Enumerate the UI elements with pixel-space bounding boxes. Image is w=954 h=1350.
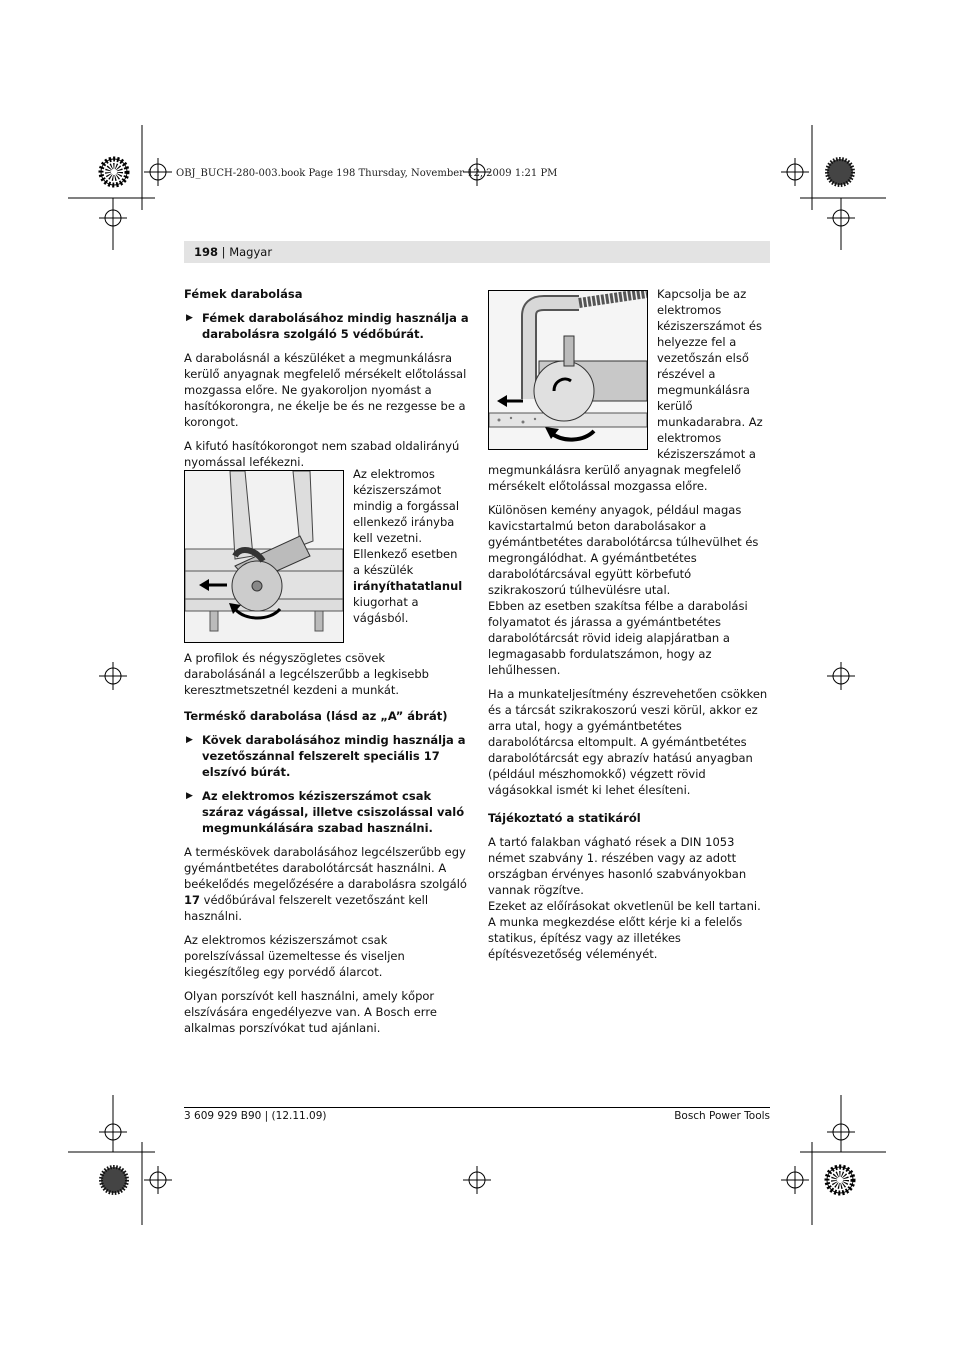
caption-line: vezetőszán első <box>657 351 749 365</box>
caption-line: elektromos <box>657 431 722 445</box>
caption-line: helyezze fel a <box>657 335 737 349</box>
caption-line: kerülő <box>657 399 693 413</box>
heading-static: Tájékoztató a statikáról <box>488 811 641 825</box>
page-header <box>184 241 770 263</box>
paragraph-guide-sledge: A terméskövek darabolásához legcélszerűbb egy gyémántbetétes darabolótárcsát használni. A beékelődés megelőzésére a darabolásra szolgáló 17 védőbúrával felszerelt vezetőszánt kell használni. <box>184 845 467 923</box>
print-slug: OBJ_BUCH-280-003.book Page 198 Thursday, November 12, 2009 1:21 PM <box>176 168 558 179</box>
left-figure-caption <box>353 466 473 626</box>
caption-line: kéziszerszámot és <box>657 319 762 333</box>
paragraph: A tartó falakban vágható rések a DIN 1053 német szabvány 1. részében vagy az adott országban érvényes hasonló szabványokban vannak rögzítve. <box>488 835 747 897</box>
bullet-metal: ▶ Fémek darabolásához mindig használja a darabolásra szolgáló 5 védőbúrát. <box>186 311 469 341</box>
header-separator: | <box>218 245 230 259</box>
heading-stone: Terméskő darabolása (lásd az „A” ábrát) <box>184 709 448 723</box>
caption-line: kéziszerszámot <box>353 483 442 497</box>
right-figure-caption <box>657 286 772 462</box>
paragraph: Olyan porszívót kell használni, amely kőpor elszívására engedélyezve van. A Bosch erre alkalmas porszívókat tud ajánlani. <box>184 989 437 1035</box>
caption-line: kiugorhat a <box>353 595 419 609</box>
footer-brand: Bosch Power Tools <box>674 1110 770 1122</box>
figure-metal-cutting <box>184 470 344 643</box>
heading-metal: Fémek darabolása <box>184 287 303 301</box>
paragraph: Különösen kemény anyagok, például magas kavicstartalmú beton darabolásakor a gyémántbetétes darabolótárcsa túlhevülhet és megrongálódhat. A gyémántbetétes darabolótárcsával együtt körbefutó szikrakoszorú túlhevülésre utal. <box>488 503 759 597</box>
bullet-stone-2: ▶ Az elektromos kéziszerszámot csak száraz vágással, illetve csiszolással való megmunkálására szabad használni. <box>186 789 465 835</box>
caption-line: elektromos <box>657 303 722 317</box>
caption-line: Kapcsolja be az <box>657 287 747 301</box>
paragraph: Ha a munkateljesítmény észrevehetően csökken és a tárcsát szikrakoszorú veszi körül, akkor ez arra utal, hogy a gyémántbetétes darabolótárcsa eltompult. A gyémántbetétes darabolótárcsát egy abrazív hatású anyagban (például mészhomokkő) végzett rövid vágásokkal ismét ki lehet élesíteni. <box>488 687 768 797</box>
left-column-lower <box>184 650 469 1044</box>
right-column <box>488 462 770 970</box>
caption-line: kéziszerszámot a <box>657 447 756 461</box>
caption-line: a készülék <box>353 563 414 577</box>
paragraph: Ebben az esetben szakítsa félbe a darabolási folyamatot és járassa a gyémántbetétes darabolótárcsát rövid ideig alapjáratban a legmagasabb fordulatszámon, hogy az lehűlhessen. <box>488 599 748 677</box>
page-number: 198 <box>194 245 219 259</box>
figure-stone-cutting <box>488 290 648 450</box>
caption-line: megmunkálásra <box>657 383 750 397</box>
caption-line: Ellenkező esetben <box>353 547 458 561</box>
caption-line: mindig a forgással <box>353 499 460 513</box>
paragraph: A darabolásnál a készüléket a megmunkálásra kerülő anyagnak megfelelő mérsékelt előtolással mozgassa előre. Ne gyakoroljon nyomást a hasítókorongra, ne ékelje be és ne rezgesse be a korongot. <box>184 351 467 429</box>
bullet-arrow-icon: ▶ <box>186 791 193 801</box>
footer-rule <box>184 1107 770 1108</box>
caption-line: kell vezetni. <box>353 531 423 545</box>
caption-line: munkadarabra. Az <box>657 415 763 429</box>
caption-line: vágásból. <box>353 611 409 625</box>
header-language: Magyar <box>229 245 273 259</box>
paragraph: megmunkálásra kerülő anyagnak megfelelő mérsékelt előtolással mozgassa előre. <box>488 463 742 493</box>
bullet-arrow-icon: ▶ <box>186 735 193 745</box>
caption-line: részével a <box>657 367 716 381</box>
paragraph: Ezeket az előírásokat okvetlenül be kell tartani. A munka megkezdése előtt kérje ki a felelős statikus, építész vagy az illetékes építésvezetőség véleményét. <box>488 899 761 961</box>
paragraph: Az elektromos kéziszerszámot csak porelszívással üzemeltesse és viseljen kiegészítőleg egy porvédő álarcot. <box>184 933 405 979</box>
paragraph: A kifutó hasítókorongot nem szabad oldalirányú nyomással lefékezni. <box>184 439 460 469</box>
caption-line: ellenkező irányba <box>353 515 455 529</box>
left-column <box>184 286 469 478</box>
paragraph: A profilok és négyszögletes csövek darabolásánál a legcélszerűbb a legkisebb keresztmetszetnél kezdeni a munkát. <box>184 651 429 697</box>
bullet-stone-1: ▶ Kövek darabolásához mindig használja a vezetőszánnal felszerelt speciális 17 elszívó búrát. <box>186 733 466 779</box>
caption-line-bold: irányíthatatlanul <box>353 579 463 593</box>
footer-doc-number: 3 609 929 B90 | (12.11.09) <box>184 1110 327 1122</box>
caption-line: Az elektromos <box>353 467 435 481</box>
bullet-arrow-icon: ▶ <box>186 313 193 323</box>
